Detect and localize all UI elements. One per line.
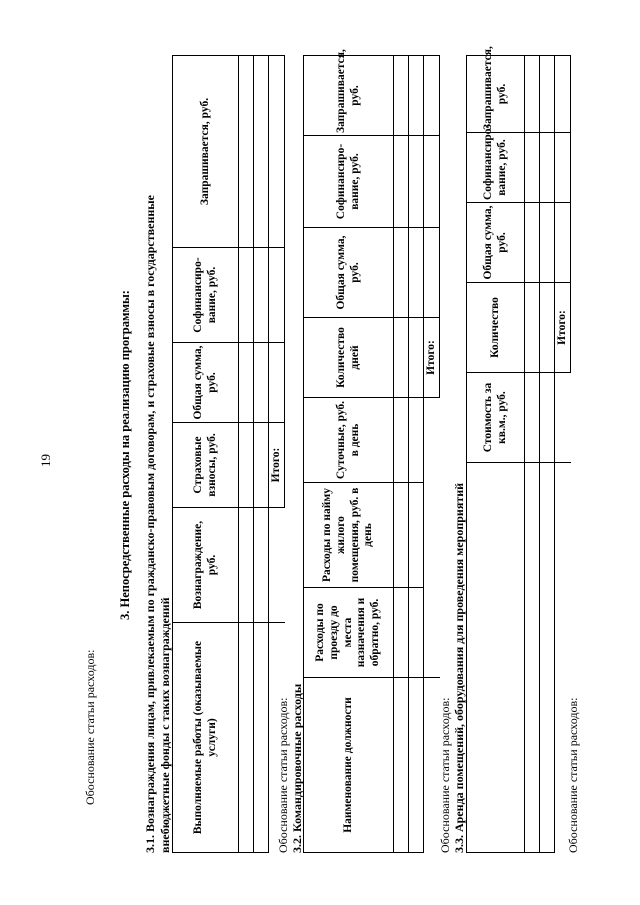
- table-cell[interactable]: [269, 56, 285, 248]
- s32-header-requested: Запрашивается, руб.: [304, 56, 394, 136]
- table-cell[interactable]: [525, 373, 540, 463]
- s33-header-requested: Запрашивается, руб.: [467, 56, 525, 133]
- s31-table: [172, 55, 285, 853]
- table-cell[interactable]: [409, 56, 424, 136]
- table-cell[interactable]: [409, 588, 424, 678]
- table-cell[interactable]: [525, 203, 540, 283]
- table-row: [525, 56, 540, 853]
- table-cell[interactable]: [409, 318, 424, 398]
- table-cell[interactable]: [555, 133, 571, 203]
- table-cell[interactable]: [394, 678, 409, 853]
- table-cell[interactable]: [540, 463, 555, 853]
- s32-header-travel: Расходы по проезду до места назначения и обратно, руб.: [304, 588, 394, 678]
- s31-header-works: Выполняемые работы (оказываемые услуги): [173, 623, 239, 853]
- s31-header-insurance: Страховые взносы, руб.: [173, 423, 239, 508]
- s33-header-price: Стоимость за кв.м., руб.: [467, 373, 525, 463]
- s32-header-lodging: Расходы по найму жилого помещения, руб. в день: [304, 483, 394, 588]
- table-cell[interactable]: [525, 283, 540, 373]
- table-cell[interactable]: [254, 508, 269, 623]
- s33-header-total: Общая сумма, руб.: [467, 203, 525, 283]
- table-cell[interactable]: [254, 343, 269, 423]
- table-cell[interactable]: [239, 248, 254, 343]
- table-cell[interactable]: [394, 588, 409, 678]
- table-row: [409, 56, 424, 853]
- table-cell[interactable]: [409, 678, 424, 853]
- s31-total-label: Итого:: [269, 423, 285, 508]
- table-cell[interactable]: [409, 398, 424, 483]
- top-basis-label: Обоснование статьи расходов:: [83, 649, 97, 805]
- s32-header-total: Общая сумма, руб.: [304, 228, 394, 318]
- table-row: [540, 56, 555, 853]
- table-cell[interactable]: [254, 248, 269, 343]
- table-cell[interactable]: [269, 343, 285, 423]
- table-cell[interactable]: [409, 228, 424, 318]
- table-cell[interactable]: [525, 133, 540, 203]
- s32-header-position: Наименование должности: [304, 678, 394, 853]
- s33-table: [466, 46, 571, 853]
- table-cell[interactable]: [254, 56, 269, 248]
- s33-header-quantity: Количество: [467, 283, 525, 373]
- table-cell[interactable]: [409, 136, 424, 228]
- s32-header-cofinancing: Софинансиро-вание, руб.: [304, 136, 394, 228]
- s32-title: 3.2. Командировочные расходы: [290, 683, 304, 853]
- s33-header-item: [467, 463, 525, 853]
- table-cell[interactable]: [254, 423, 269, 508]
- s33-header-cofinancing: Софинансиро-вание, руб.: [467, 133, 525, 203]
- table-cell[interactable]: [239, 343, 254, 423]
- table-cell[interactable]: [540, 283, 555, 373]
- table-cell[interactable]: [525, 56, 540, 133]
- table-cell[interactable]: [525, 463, 540, 853]
- table-cell[interactable]: [424, 136, 440, 228]
- s32-total-label: Итого:: [424, 318, 440, 398]
- s31-header-reward: Вознаграждение, руб.: [173, 508, 239, 623]
- table-cell[interactable]: [394, 398, 409, 483]
- s31-basis-label: Обоснование статьи расходов:: [276, 697, 290, 853]
- s33-basis-label: Обоснование статьи расходов:: [566, 697, 580, 853]
- table-cell[interactable]: [394, 483, 409, 588]
- table-cell[interactable]: [239, 508, 254, 623]
- table-row: [239, 56, 254, 853]
- table-row: [394, 56, 409, 853]
- s32-basis-label: Обоснование статьи расходов:: [438, 697, 452, 853]
- s32-table: [303, 49, 440, 853]
- table-cell[interactable]: [540, 373, 555, 463]
- s31-title-line1: 3.1. Вознаграждения лицам, привлекаемым по гражданско-правовым договорам, и страховые взносы в государственные: [143, 195, 157, 853]
- table-cell[interactable]: [555, 203, 571, 283]
- s31-header-total: Общая сумма, руб.: [173, 343, 239, 423]
- table-cell[interactable]: [409, 483, 424, 588]
- table-cell[interactable]: [239, 56, 254, 248]
- s33-title: 3.3. Аренда помещений, оборудования для проведения мероприятий: [452, 482, 466, 853]
- table-row: [254, 56, 269, 853]
- table-cell[interactable]: [239, 623, 254, 853]
- page-number: 19: [38, 454, 53, 467]
- s33-total-label: Итого:: [555, 283, 571, 373]
- table-cell[interactable]: [269, 248, 285, 343]
- table-cell[interactable]: [424, 228, 440, 318]
- table-cell[interactable]: [540, 203, 555, 283]
- table-cell[interactable]: [540, 133, 555, 203]
- table-cell[interactable]: [540, 56, 555, 133]
- table-cell[interactable]: [239, 423, 254, 508]
- table-cell[interactable]: [424, 56, 440, 136]
- table-cell[interactable]: [555, 56, 571, 133]
- s31-header-requested: Запрашивается, руб.: [173, 56, 239, 248]
- table-cell[interactable]: [254, 623, 269, 853]
- table-cell[interactable]: [394, 228, 409, 318]
- table-cell[interactable]: [394, 56, 409, 136]
- table-cell[interactable]: [394, 136, 409, 228]
- s32-header-days: Количество дней: [304, 318, 394, 398]
- table-cell[interactable]: [394, 318, 409, 398]
- s31-title-line2: внебюджетные фонды с таких вознаграждений: [158, 597, 172, 853]
- s31-header-cofinancing: Софинансиро-вание, руб.: [173, 248, 239, 343]
- s32-header-per-diem: Суточные, руб. в день: [304, 398, 394, 483]
- section-title: 3. Непосредственные расходы на реализацию программы:: [118, 290, 132, 620]
